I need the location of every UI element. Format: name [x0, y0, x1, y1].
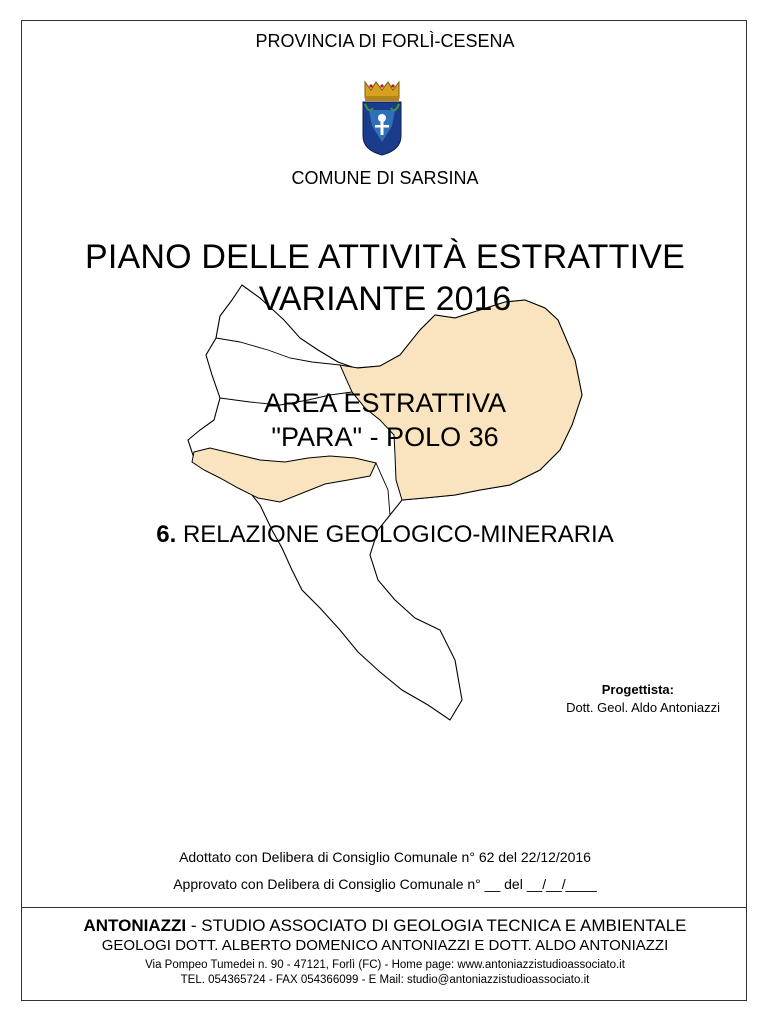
report-name: RELAZIONE GEOLOGICO-MINERARIA	[182, 521, 614, 548]
report-title	[0, 521, 770, 549]
firm-name: ANTONIAZZI	[83, 916, 187, 935]
province-label: PROVINCIA DI FORLÌ-CESENA	[255, 31, 515, 51]
comune-label: COMUNE DI SARSINA	[291, 168, 479, 188]
contacts-line: TEL. 054365724 - FAX 054366099 - E Mail: studio@antoniazzistudioassociato.it	[180, 974, 590, 986]
firm-description: - STUDIO ASSOCIATO DI GEOLOGIA TECNICA E AMBIENTALE	[186, 916, 687, 935]
geologists-line: GEOLOGI DOTT. ALBERTO DOMENICO ANTONIAZZI E DOTT. ALDO ANTONIAZZI	[101, 937, 669, 954]
approval-note: Approvato con Delibera di Consiglio Comunale n° __ del __/__/____	[173, 876, 597, 892]
firm-heading	[0, 916, 770, 936]
area-title-line1: AREA ESTRATTIVA	[263, 388, 507, 418]
address-line: Via Pompeo Tumedei n. 90 - 47121, Forlì (FC) - Home page: www.antoniazzistudioassociato.it	[145, 959, 625, 971]
report-number: 6.	[156, 521, 177, 548]
adoption-note: Adottato con Delibera di Consiglio Comunale n° 62 del 22/12/2016	[179, 849, 591, 865]
designer-name: Dott. Geol. Aldo Antoniazzi	[566, 700, 720, 715]
territory-map	[180, 280, 600, 730]
designer-label: Progettista:	[601, 682, 674, 697]
municipal-coat-of-arms	[359, 80, 405, 156]
footer-divider	[21, 907, 747, 908]
document-title-line1: PIANO DELLE ATTIVITÀ ESTRATTIVE	[84, 238, 686, 276]
document-title-line2: VARIANTE 2016	[258, 280, 512, 318]
area-title-line2: "PARA" - POLO 36	[271, 422, 499, 452]
